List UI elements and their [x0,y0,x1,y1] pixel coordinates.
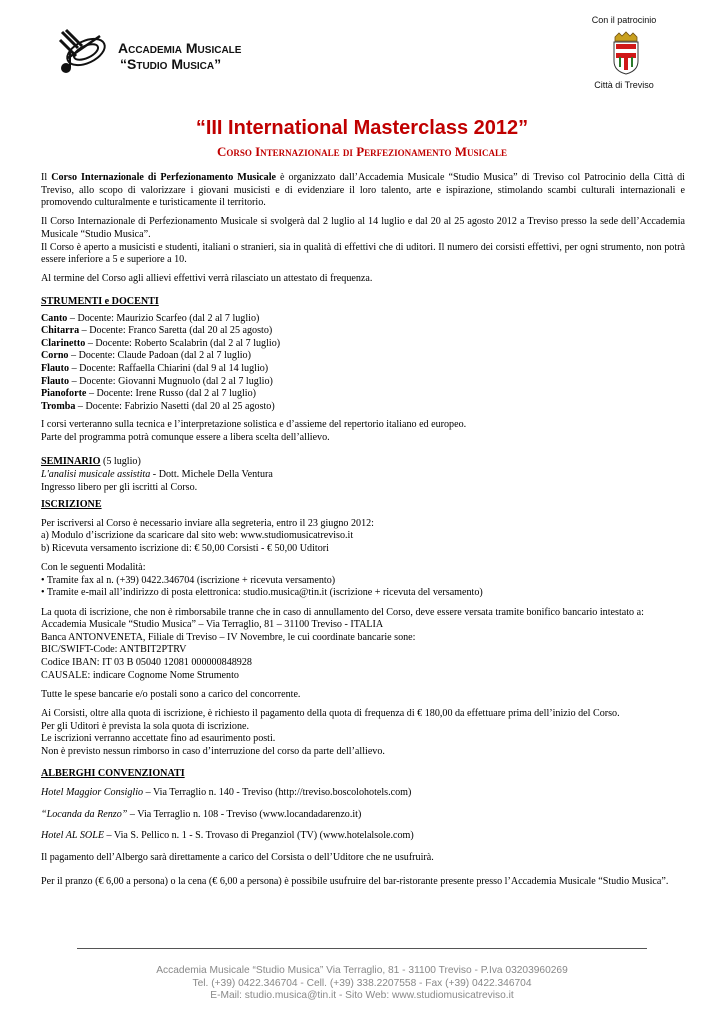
registration-line: b) Ricevuta versamento iscrizione di: € 50,00 Corsisti - € 50,00 Uditori [41,543,329,555]
hotel-address: – Via S. Pellico n. 1 - S. Trovaso di Preganziol (TV) (www.hotelalsole.com) [104,830,414,842]
attendance-fee [41,708,685,758]
instrument-name: Corno [41,350,69,362]
methods-line: • Tramite e-mail all’indirizzo di posta elettronica: studio.musica@tin.it (iscrizione + ricevuta del versamento) [41,587,483,599]
list-item [41,830,685,843]
hotels-heading: ALBERGHI CONVENZIONATI [41,768,185,780]
intro-course-name: Corso Internazionale di Perfezionamento Musicale [51,172,276,183]
bank-line: Accademia Musicale “Studio Musica” – Via Terraglio, 81 – 31100 Treviso - ITALIA [41,619,384,631]
intro-text: è organizzato dall’Accademia Musicale “Studio Musica” di Treviso col Patrocinio della Città di Treviso, allo scopo di valorizzare i giovani musicisti e di evidenziare il loro talento, arte e ispirazione, stimolando scambi culturali internazionali e promovendo culturalmente e turisticamente il territorio. [41,172,685,209]
city-label: Città di Treviso [594,80,654,90]
document-body [41,172,685,895]
music-logo-icon [56,28,108,76]
attendance-line: Le iscrizioni verranno accettate fino ad esaurimento posti. [41,733,276,745]
courses-note-line2: Parte del programma potrà comunque essere a libera scelta dell’allievo. [41,431,330,443]
instruments-list [41,313,685,414]
instrument-name: Pianoforte [41,388,87,400]
footer-contacts: E-Mail: studio.musica@tin.it - Sito Web: www.studiomusicatreviso.it [210,990,514,1001]
registration-line: a) Modulo d’iscrizione da scaricare dal sito web: www.studiomusicatreviso.it [41,530,354,542]
footer-address: Accademia Musicale “Studio Musica” Via Terraglio, 81 - 31100 Treviso - P.Iva 03203960269 [156,965,568,976]
org-name [118,40,241,72]
dates-paragraph [41,216,685,266]
fees-note: Tutte le spese bancarie e/o postali sono a carico del concorrente. [41,688,301,700]
courses-note-line1: I corsi verteranno sulla tecnica e l’interpretazione solistica e d’assieme del repertorio italiano ed europeo. [41,419,467,431]
patronage-label: Con il patrocinio [591,15,657,25]
treviso-crest-icon [611,31,641,75]
intro-prefix: Il [41,172,52,183]
seminar-section [41,456,685,494]
meal-note: Per il pranzo (€ 6,00 a persona) o la cena (€ 6,00 a persona) è possibile usufruire del bar-ristorante presente presso l’Accademia Musicale “Studio Musica”. [41,876,669,888]
org-name-line1: Accademia Musicale [118,40,242,56]
bank-line: CAUSALE: indicare Cognome Nome Strumento [41,669,239,681]
hotel-address: – Via Terraglio n. 108 - Treviso (www.locandadarenzo.it) [127,808,362,820]
bank-details [41,607,685,683]
instrument-teacher: – Docente: Giovanni Mugnuolo (dal 2 al 7 luglio) [69,375,273,387]
page-header [0,0,724,110]
instrument-name: Tromba [41,400,76,412]
instrument-teacher: – Docente: Raffaella Chiarini (dal 9 al 14 luglio) [69,362,269,374]
instrument-name: Flauto [41,375,70,387]
registration-methods [41,562,685,600]
bank-line: Banca ANTONVENETA, Filiale di Treviso – IV Novembre, le cui coordinate bancarie sone: [41,631,416,643]
hotel-address: – Via Terraglio n. 140 - Treviso (http://treviso.boscolohotels.com) [143,786,412,798]
seminar-title: L'analisi musicale assistita [41,469,151,481]
eligibility-line: Il Corso è aperto a musicisti e studenti, italiani o stranieri, sia in qualità di effettivi che di uditori. Il numero dei corsisti effettivi, per ogni strumento, non potrà essere inferiore a 5 e superiore a 10. [41,241,685,266]
instrument-name: Flauto [41,362,70,374]
list-item [41,787,685,800]
registration-line: Per iscriversi al Corso è necessario inviare alla segreteria, entro il 23 giugno 2012: [41,517,374,529]
instrument-teacher: – Docente: Maurizio Scarfeo (dal 2 al 7 luglio) [67,312,260,324]
attendance-line: Non è previsto nessun rimborso in caso d’interruzione del corso da parte dell’allievo. [41,745,385,757]
list-item [41,313,685,326]
list-item [41,363,685,376]
intro-paragraph [41,172,685,210]
hotel-name: Hotel AL SOLE [41,830,105,842]
hotel-name: Hotel Maggior Consiglio [41,786,144,798]
page-subtitle: Corso Internazionale di Perfezionamento Musicale [216,144,508,159]
seminar-date: (5 luglio) [100,456,141,468]
instrument-teacher: – Docente: Franco Saretta (dal 20 al 25 agosto) [79,325,273,337]
page-title: “III International Masterclass 2012” [195,117,529,139]
certificate-paragraph: Al termine del Corso agli allievi effettivi verrà rilasciato un attestato di frequenza. [41,273,373,285]
hotel-payment-note: Il pagamento dell’Albergo sarà direttamente a carico del Corsista o dell’Uditore che ne usufruirà. [41,851,434,863]
seminar-speaker: - Dott. Michele Della Ventura [150,469,273,481]
instrument-name: Chitarra [41,325,80,337]
page-footer [0,965,724,1003]
instrument-name: Clarinetto [41,337,86,349]
seminar-heading: SEMINARIO [41,456,101,468]
seminar-entry: Ingresso libero per gli iscritti al Corso. [41,481,198,493]
registration-heading: ISCRIZIONE [41,499,102,511]
instrument-teacher: – Docente: Claude Padoan (dal 2 al 7 luglio) [68,350,251,362]
methods-line: • Tramite fax al n. (+39) 0422.346704 (iscrizione + ricevuta versamento) [41,574,336,586]
instrument-teacher: – Docente: Irene Russo (dal 2 al 7 luglio) [86,388,257,400]
list-item [41,401,685,414]
list-item [41,338,685,351]
attendance-line: Ai Corsisti, oltre alla quota di iscrizione, è richiesto il pagamento della quota di frequenza di € 180,00 da effettuare prima dell’inizio del Corso. [41,707,620,719]
list-item [41,809,685,822]
instrument-teacher: – Docente: Fabrizio Nasetti (dal 20 al 25 agosto) [75,400,275,412]
methods-line: Con le seguenti Modalità: [41,562,146,574]
fee-paragraph: La quota di iscrizione, che non è rimborsabile tranne che in caso di annullamento del Corso, deve essere versata tramite bonifico bancario intestato a: [41,606,644,618]
registration-requirements [41,518,685,556]
instrument-teacher: – Docente: Roberto Scalabrin (dal 2 al 7 luglio) [85,337,281,349]
list-item [41,376,685,389]
attendance-line: Per gli Uditori è prevista la sola quota di iscrizione. [41,720,249,732]
list-item [41,325,685,338]
footer-divider [77,948,647,949]
courses-note [41,419,685,444]
bank-line: BIC/SWIFT-Code: ANTBIT2PTRV [41,644,187,656]
bank-line: Codice IBAN: IT 03 B 05040 12081 000000848928 [41,656,252,668]
footer-phone: Tel. (+39) 0422.346704 - Cell. (+39) 338.2207558 - Fax (+39) 0422.346704 [192,977,532,989]
hotel-name: “Locanda da Renzo” [41,808,128,820]
instrument-name: Canto [41,312,68,324]
dates-line: Il Corso Internazionale di Perfezionamento Musicale si svolgerà dal 2 luglio al 14 luglio e dal 20 al 25 agosto 2012 a Treviso presso la sede dell’Accademia Musicale “Studio Musica”. [41,216,685,240]
instruments-heading: STRUMENTI e DOCENTI [41,295,159,307]
org-name-line2: “Studio Musica” [120,56,222,72]
list-item [41,388,685,401]
list-item [41,350,685,363]
